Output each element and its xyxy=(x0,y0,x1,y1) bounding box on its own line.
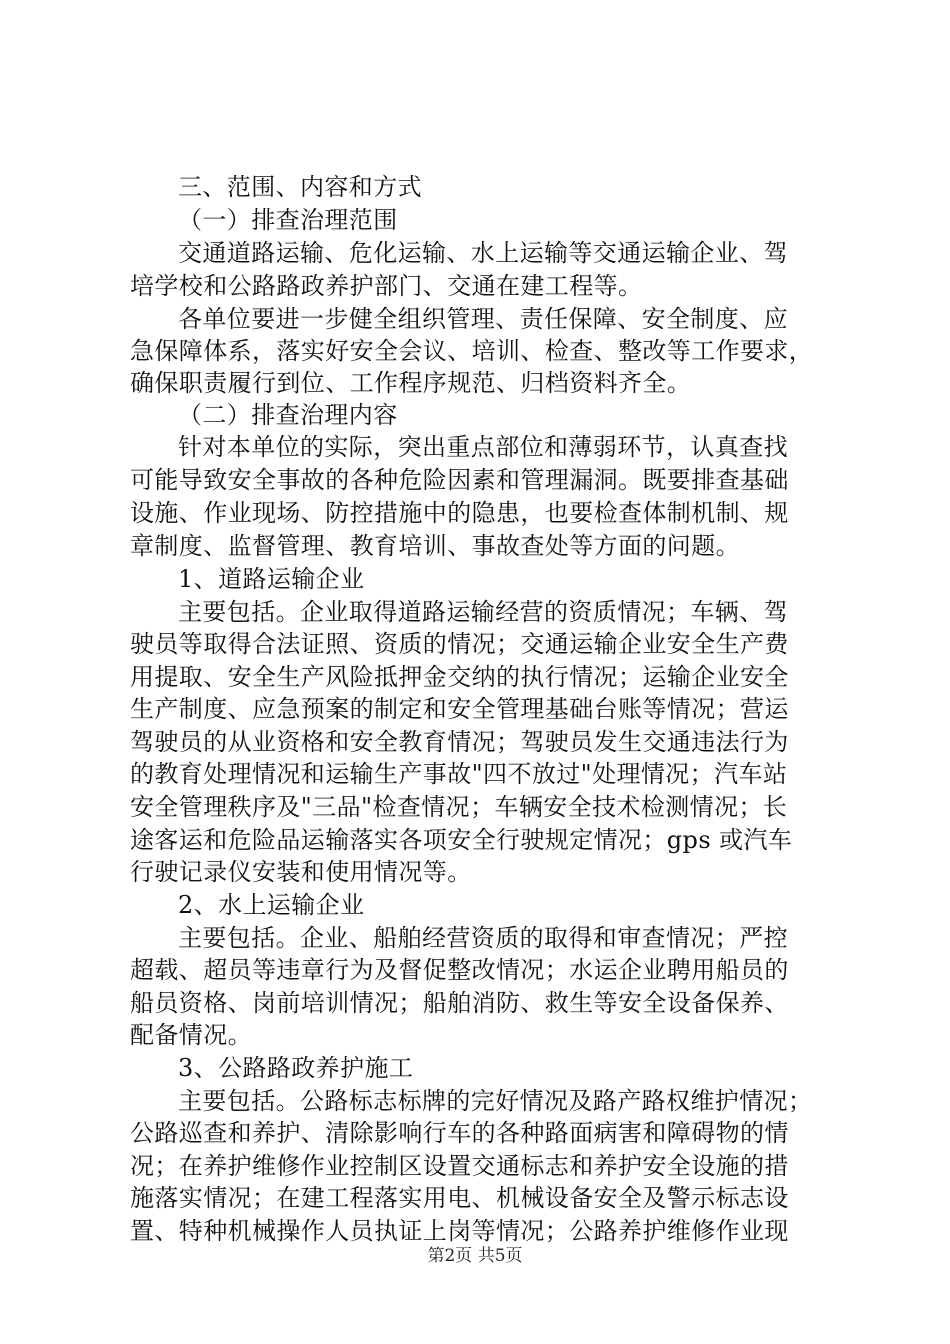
paragraph-line: 船员资格、岗前培训情况；船舶消防、救生等安全设备保养、 xyxy=(130,989,789,1017)
paragraph-line: 确保职责履行到位、工作程序规范、归档资料齐全。 xyxy=(130,369,692,397)
paragraph-line: 主要包括。公路标志标牌的完好情况及路产路权维护情况； xyxy=(178,1087,813,1115)
paragraph-line: 配备情况。 xyxy=(130,1021,252,1049)
paragraph-line: 主要包括。企业、船舶经营资质的取得和审查情况；严控 xyxy=(178,924,788,952)
paragraph-line: 驶员等取得合法证照、资质的情况；交通运输企业安全生产费 xyxy=(130,630,789,658)
paragraph-line: 急保障体系，落实好安全会议、培训、检查、整改等工作要求， xyxy=(130,337,814,365)
paragraph-line: 针对本单位的实际，突出重点部位和薄弱环节，认真查找 xyxy=(178,433,788,461)
subsection-heading: （二）排查治理内容 xyxy=(178,401,398,429)
paragraph-line: 安全管理秩序及"三品"检查情况；车辆安全技术检测情况；长 xyxy=(130,793,788,821)
section-heading: 三、范围、内容和方式 xyxy=(178,173,422,201)
paragraph-line: 行驶记录仪安装和使用情况等。 xyxy=(130,858,472,886)
page-footer: 第2页 共5页 xyxy=(427,1246,523,1266)
paragraph-line: 公路巡查和养护、清除影响行车的各种路面病害和障碍物的情 xyxy=(130,1119,789,1147)
item-heading: 1、道路运输企业 xyxy=(178,565,365,593)
subsection-heading: （一）排查治理范围 xyxy=(178,206,398,234)
paragraph-line: 超载、超员等违章行为及督促整改情况；水运企业聘用船员的 xyxy=(130,956,789,984)
paragraph-line: 途客运和危险品运输落实各项安全行驶规定情况；gps 或汽车 xyxy=(130,826,793,854)
item-heading: 2、水上运输企业 xyxy=(178,891,365,919)
paragraph-line: 用提取、安全生产风险抵押金交纳的执行情况；运输企业安全 xyxy=(130,663,789,691)
paragraph-line: 驾驶员的从业资格和安全教育情况；驾驶员发生交通违法行为 xyxy=(130,728,789,756)
item-heading: 3、公路路政养护施工 xyxy=(178,1054,414,1082)
paragraph-line: 况；在养护维修作业控制区设置交通标志和养护安全设施的措 xyxy=(130,1152,789,1180)
paragraph-line: 施落实情况；在建工程落实用电、机械设备安全及警示标志设 xyxy=(130,1184,789,1212)
paragraph-line: 的教育处理情况和运输生产事故"四不放过"处理情况；汽车站 xyxy=(130,760,788,788)
paragraph-line: 章制度、监督管理、教育培训、事故查处等方面的问题。 xyxy=(130,532,740,560)
paragraph-line: 交通道路运输、危化运输、水上运输等交通运输企业、驾 xyxy=(178,239,788,267)
paragraph-line: 置、特种机械操作人员执证上岗等情况；公路养护维修作业现 xyxy=(130,1217,789,1245)
paragraph-line: 培学校和公路路政养护部门、交通在建工程等。 xyxy=(130,272,643,300)
paragraph-line: 可能导致安全事故的各种危险因素和管理漏洞。既要排查基础 xyxy=(130,466,789,494)
paragraph-line: 生产制度、应急预案的制定和安全管理基础台账等情况；营运 xyxy=(130,695,789,723)
paragraph-line: 设施、作业现场、防控措施中的隐患，也要检查体制机制、规 xyxy=(130,499,789,527)
paragraph-line: 主要包括。企业取得道路运输经营的资质情况；车辆、驾 xyxy=(178,598,788,626)
paragraph-line: 各单位要进一步健全组织管理、责任保障、安全制度、应 xyxy=(178,305,788,333)
